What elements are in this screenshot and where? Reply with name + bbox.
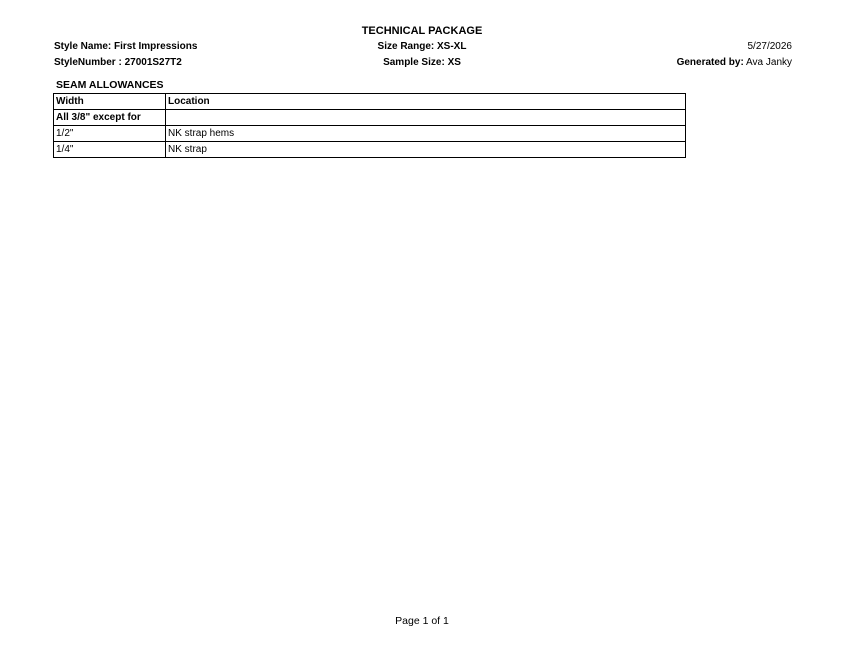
document-title: TECHNICAL PACKAGE xyxy=(361,25,483,37)
style-number-value: 27001S27T2 xyxy=(124,57,182,68)
style-number xyxy=(54,57,182,68)
cell-width: All 3/8" except for xyxy=(54,110,166,126)
sample-size-label: Sample Size: xyxy=(383,57,445,68)
seam-allowances-table xyxy=(53,93,686,158)
cell-width: 1/4" xyxy=(54,142,166,158)
generated-by xyxy=(677,57,792,68)
generated-by-value: Ava Janky xyxy=(746,57,792,68)
style-name-label: Style Name: xyxy=(54,41,112,52)
column-header-location: Location xyxy=(166,94,686,110)
style-number-label: StyleNumber : xyxy=(54,57,122,68)
table-header-row xyxy=(54,94,686,110)
section-title: SEAM ALLOWANCES xyxy=(56,79,164,91)
cell-location xyxy=(166,110,686,126)
document-date: 5/27/2026 xyxy=(747,41,792,52)
table-row xyxy=(54,126,686,142)
size-range xyxy=(322,41,522,52)
page-number: Page 1 of 1 xyxy=(395,615,449,627)
size-range-label: Size Range: xyxy=(377,41,435,52)
generated-by-label: Generated by: xyxy=(676,57,744,68)
cell-location: NK strap xyxy=(166,142,686,158)
sample-size-value: XS xyxy=(447,57,461,68)
sample-size xyxy=(322,57,522,68)
style-name-value: First Impressions xyxy=(114,41,198,52)
column-header-width: Width xyxy=(54,94,166,110)
table-row xyxy=(54,142,686,158)
style-name xyxy=(54,41,197,52)
cell-width: 1/2" xyxy=(54,126,166,142)
table-row xyxy=(54,110,686,126)
cell-location: NK strap hems xyxy=(166,126,686,142)
size-range-value: XS-XL xyxy=(437,41,467,52)
